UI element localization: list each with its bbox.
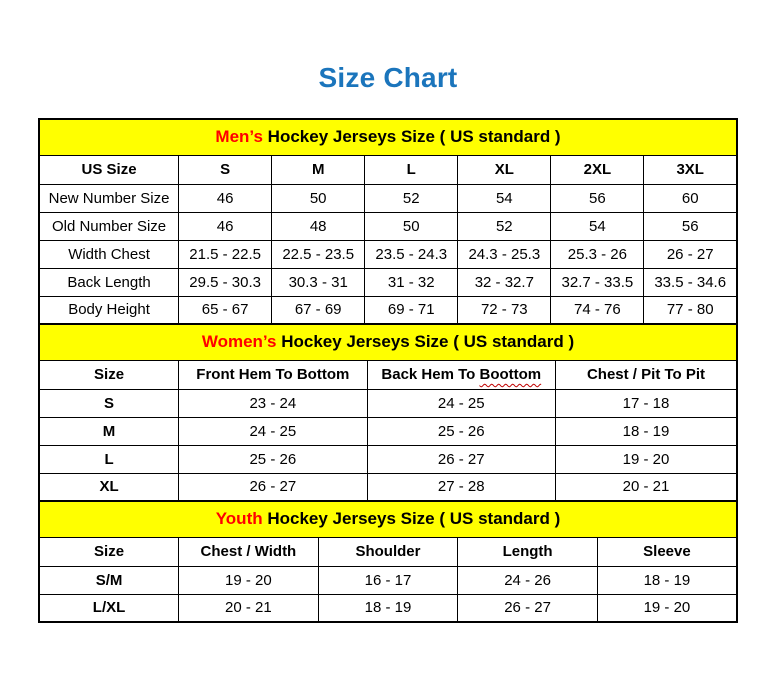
cell: 32.7 - 33.5 (551, 268, 644, 296)
youth-band-rest: Hockey Jerseys Size ( US standard ) (262, 509, 561, 529)
cell: 18 - 19 (318, 594, 458, 622)
youth-col-chest-width: Chest / Width (179, 537, 319, 566)
womens-col-chest: Chest / Pit To Pit (556, 360, 738, 389)
cell: 19 - 20 (179, 566, 319, 594)
row-label: L (39, 445, 179, 473)
cell: 65 - 67 (179, 296, 272, 324)
table-row (39, 296, 737, 324)
cell: 33.5 - 34.6 (644, 268, 737, 296)
youth-band-title (39, 501, 737, 537)
youth-size-table (38, 500, 738, 623)
cell: 26 - 27 (367, 445, 555, 473)
cell: 26 - 27 (644, 240, 737, 268)
mens-band-rest: Hockey Jerseys Size ( US standard ) (262, 127, 561, 147)
table-row (39, 268, 737, 296)
cell: 46 (179, 212, 272, 240)
cell: 27 - 28 (367, 473, 555, 501)
cell: 20 - 21 (179, 594, 319, 622)
size-tables (38, 118, 738, 623)
row-label: Body Height (39, 296, 179, 324)
cell: 56 (551, 184, 644, 212)
cell: 30.3 - 31 (272, 268, 365, 296)
youth-band-highlight: Youth (215, 509, 263, 529)
cell: 26 - 27 (458, 594, 598, 622)
cell: 52 (458, 212, 551, 240)
youth-col-size: Size (39, 537, 179, 566)
back-hem-misspelled-word: Boottom (479, 366, 542, 383)
mens-col-3xl: 3XL (644, 155, 737, 184)
mens-col-xl: XL (458, 155, 551, 184)
row-label: Width Chest (39, 240, 179, 268)
cell: 32 - 32.7 (458, 268, 551, 296)
youth-col-length: Length (458, 537, 598, 566)
cell: 29.5 - 30.3 (179, 268, 272, 296)
table-row (39, 473, 737, 501)
table-row (39, 184, 737, 212)
cell: 24 - 25 (367, 389, 555, 417)
table-row (39, 417, 737, 445)
mens-col-l: L (365, 155, 458, 184)
mens-band-highlight: Men’s (215, 127, 263, 147)
cell: 67 - 69 (272, 296, 365, 324)
cell: 77 - 80 (644, 296, 737, 324)
mens-col-m: M (272, 155, 365, 184)
row-label: M (39, 417, 179, 445)
cell: 60 (644, 184, 737, 212)
cell: 21.5 - 22.5 (179, 240, 272, 268)
row-label: New Number Size (39, 184, 179, 212)
table-row (39, 445, 737, 473)
cell: 56 (644, 212, 737, 240)
womens-band-rest: Hockey Jerseys Size ( US standard ) (276, 332, 575, 352)
cell: 19 - 20 (556, 445, 738, 473)
row-label: S (39, 389, 179, 417)
womens-band (39, 324, 737, 360)
cell: 23 - 24 (179, 389, 367, 417)
womens-band-title (39, 324, 737, 360)
cell: 50 (365, 212, 458, 240)
cell: 18 - 19 (597, 566, 737, 594)
cell: 25 - 26 (179, 445, 367, 473)
mens-col-us-size: US Size (39, 155, 179, 184)
cell: 74 - 76 (551, 296, 644, 324)
youth-band (39, 501, 737, 537)
mens-col-s: S (179, 155, 272, 184)
row-label: Back Length (39, 268, 179, 296)
table-row (39, 594, 737, 622)
cell: 24 - 26 (458, 566, 598, 594)
row-label: XL (39, 473, 179, 501)
cell: 25 - 26 (367, 417, 555, 445)
cell: 25.3 - 26 (551, 240, 644, 268)
womens-col-back-hem (367, 360, 555, 389)
cell: 24 - 25 (179, 417, 367, 445)
womens-col-size: Size (39, 360, 179, 389)
page-title: Size Chart (318, 62, 458, 93)
womens-col-front-hem: Front Hem To Bottom (179, 360, 367, 389)
cell: 54 (551, 212, 644, 240)
mens-col-2xl: 2XL (551, 155, 644, 184)
mens-band (39, 119, 737, 155)
cell: 23.5 - 24.3 (365, 240, 458, 268)
cell: 26 - 27 (179, 473, 367, 501)
cell: 54 (458, 184, 551, 212)
cell: 46 (179, 184, 272, 212)
cell: 16 - 17 (318, 566, 458, 594)
row-label: S/M (39, 566, 179, 594)
cell: 69 - 71 (365, 296, 458, 324)
womens-size-table (38, 323, 738, 502)
womens-header-row (39, 360, 737, 389)
table-row (39, 240, 737, 268)
row-label: L/XL (39, 594, 179, 622)
cell: 48 (272, 212, 365, 240)
table-row (39, 212, 737, 240)
mens-band-title (39, 119, 737, 155)
youth-header-row (39, 537, 737, 566)
womens-band-highlight: Women’s (201, 332, 277, 352)
row-label: Old Number Size (39, 212, 179, 240)
youth-col-sleeve: Sleeve (597, 537, 737, 566)
table-row (39, 566, 737, 594)
cell: 72 - 73 (458, 296, 551, 324)
mens-size-table (38, 118, 738, 325)
back-hem-prefix: Back Hem To (381, 366, 480, 383)
cell: 50 (272, 184, 365, 212)
youth-col-shoulder: Shoulder (318, 537, 458, 566)
cell: 31 - 32 (365, 268, 458, 296)
cell: 17 - 18 (556, 389, 738, 417)
cell: 24.3 - 25.3 (458, 240, 551, 268)
cell: 20 - 21 (556, 473, 738, 501)
cell: 19 - 20 (597, 594, 737, 622)
mens-header-row (39, 155, 737, 184)
table-row (39, 389, 737, 417)
cell: 18 - 19 (556, 417, 738, 445)
cell: 22.5 - 23.5 (272, 240, 365, 268)
cell: 52 (365, 184, 458, 212)
